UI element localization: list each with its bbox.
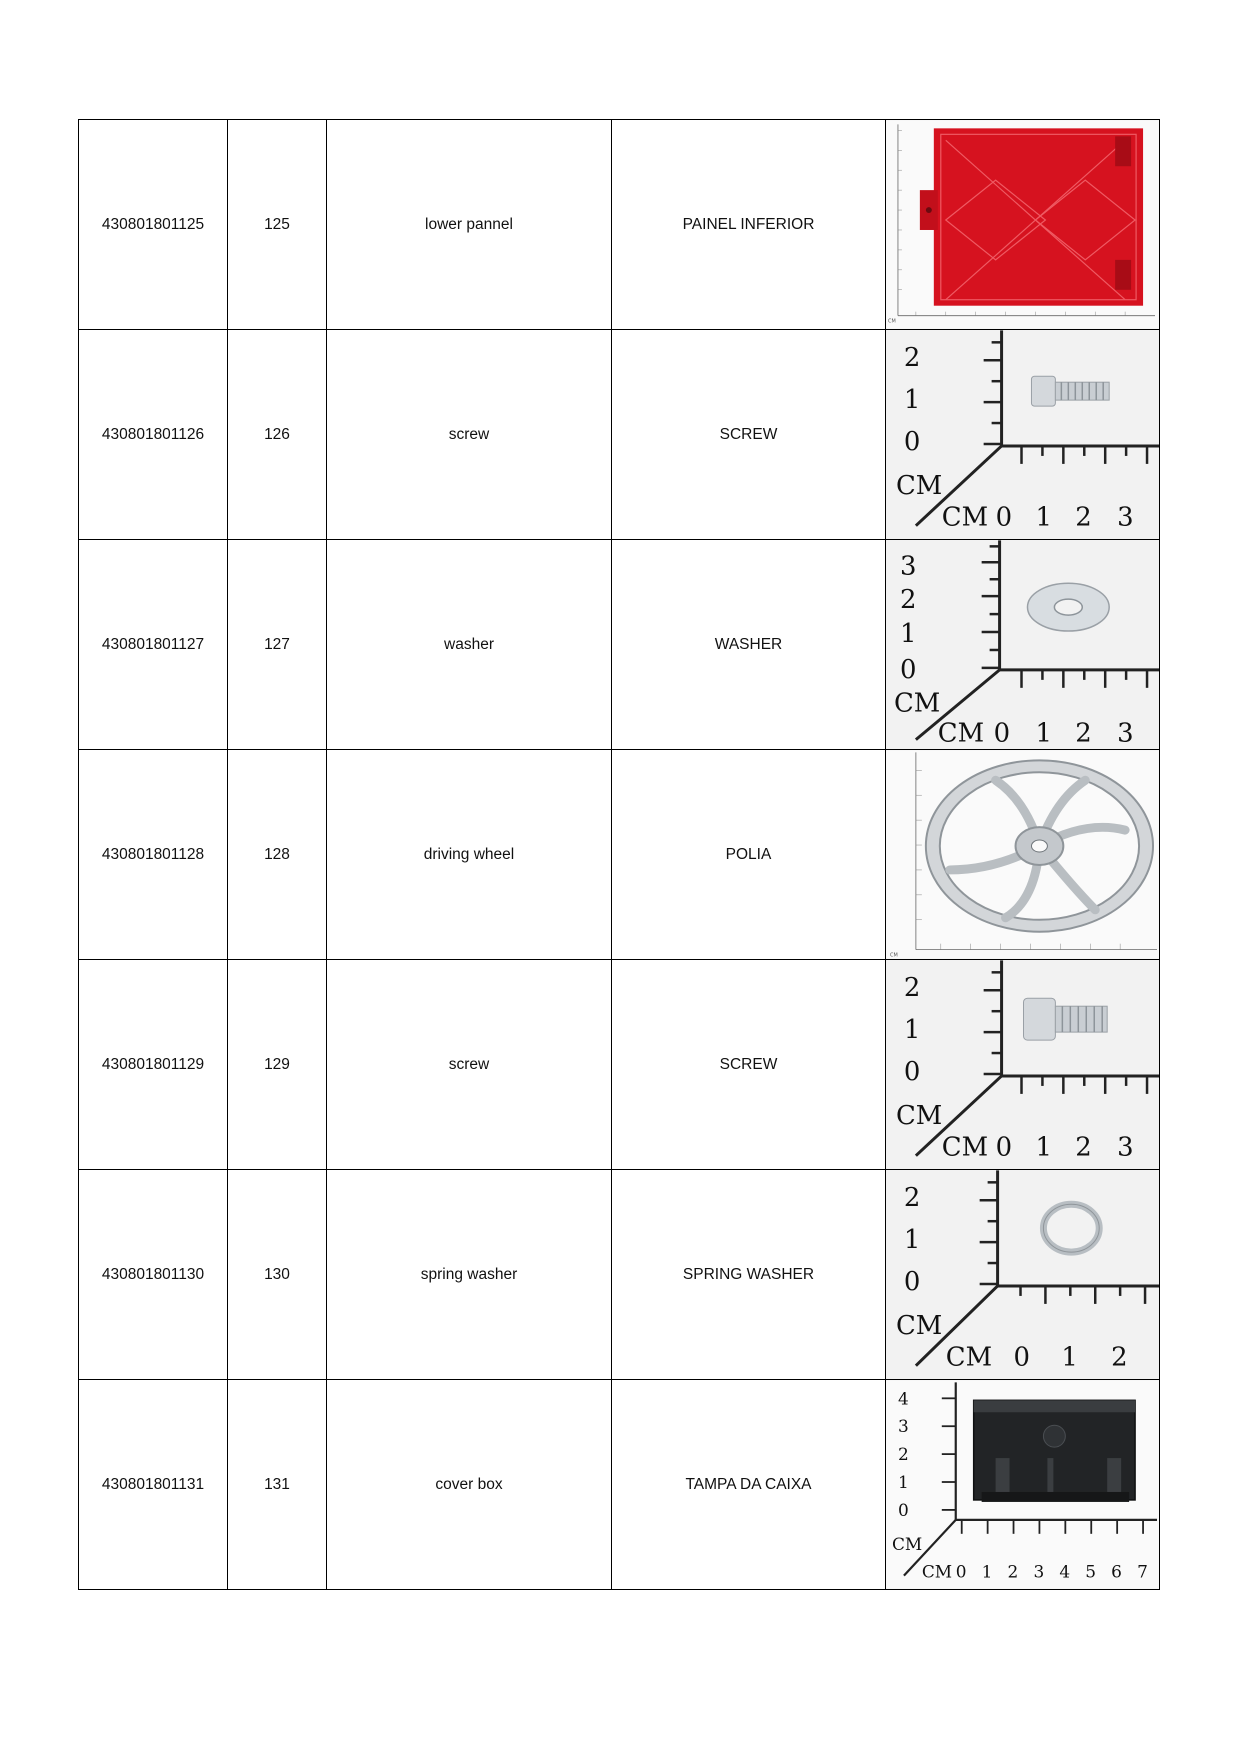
svg-text:0: 0 [899,654,917,685]
svg-text:0: 0 [995,1132,1013,1163]
part-name-pt: WASHER [612,540,886,750]
screw-photo [886,960,1159,1169]
part-code: 430801801127 [79,540,228,750]
svg-text:2: 2 [903,973,921,1004]
part-name-en: spring washer [327,1170,612,1380]
table-row [79,120,1160,330]
svg-text:CM: CM [921,1561,953,1582]
svg-text:CM: CM [887,318,896,325]
part-name-en: screw [327,960,612,1170]
svg-text:3: 3 [1117,718,1134,749]
svg-text:1: 1 [1035,718,1052,749]
svg-text:1: 1 [897,1471,909,1492]
part-name-pt: SCREW [612,960,886,1170]
svg-text:2: 2 [897,1444,909,1465]
svg-text:3: 3 [1033,1561,1045,1582]
svg-text:CM: CM [941,502,989,533]
svg-text:CM: CM [937,718,985,749]
svg-text:0: 0 [993,718,1011,749]
part-name-en: cover box [327,1380,612,1590]
svg-text:CM: CM [893,688,941,719]
svg-text:2: 2 [903,1183,921,1214]
part-name-pt: SPRING WASHER [612,1170,886,1380]
svg-text:3: 3 [899,551,917,582]
part-name-pt: PAINEL INFERIOR [612,120,886,330]
svg-text:1: 1 [903,1225,921,1256]
svg-text:5: 5 [1085,1561,1097,1582]
part-name-en: screw [327,330,612,540]
part-code: 430801801130 [79,1170,228,1380]
svg-text:CM: CM [895,1100,943,1131]
svg-text:1: 1 [981,1561,993,1582]
part-number: 130 [228,1170,327,1380]
svg-text:0: 0 [955,1561,967,1582]
part-name-pt: TAMPA DA CAIXA [612,1380,886,1590]
svg-text:7: 7 [1137,1561,1148,1582]
part-number: 129 [228,960,327,1170]
part-number: 128 [228,750,327,960]
svg-text:2: 2 [1075,718,1092,749]
table-row [79,1380,1160,1590]
svg-text:CM: CM [945,1342,993,1373]
part-photo [886,120,1160,330]
table-row [79,330,1160,540]
parts-table [78,119,1160,1590]
part-name-en: washer [327,540,612,750]
svg-text:CM: CM [941,1132,989,1163]
svg-text:6: 6 [1111,1561,1122,1582]
part-photo [886,330,1160,540]
svg-text:3: 3 [1117,502,1134,533]
svg-text:1: 1 [1035,502,1052,533]
part-number: 125 [228,120,327,330]
part-code: 430801801126 [79,330,228,540]
part-code: 430801801131 [79,1380,228,1590]
svg-text:2: 2 [1111,1342,1128,1373]
part-name-pt: SCREW [612,330,886,540]
washer-photo [886,540,1159,749]
svg-text:2: 2 [899,585,917,616]
black-cover-box-photo [886,1380,1159,1589]
svg-text:CM: CM [895,1310,943,1341]
part-photo [886,540,1160,750]
svg-text:0: 0 [903,426,921,457]
svg-text:1: 1 [1061,1342,1078,1373]
spring-washer-photo [886,1170,1159,1379]
svg-text:CM: CM [889,952,898,959]
screw-photo [886,330,1159,539]
svg-text:0: 0 [1013,1342,1031,1373]
svg-text:1: 1 [1035,1132,1052,1163]
svg-text:1: 1 [903,1015,921,1046]
part-name-en: driving wheel [327,750,612,960]
part-code: 430801801125 [79,120,228,330]
svg-text:1: 1 [903,385,921,416]
part-name-en: lower pannel [327,120,612,330]
part-photo [886,960,1160,1170]
part-photo [886,1380,1160,1590]
table-row [79,540,1160,750]
svg-text:CM: CM [895,470,943,501]
red-panel-photo [886,120,1159,329]
part-photo [886,750,1160,960]
svg-text:0: 0 [897,1499,909,1520]
svg-text:3: 3 [1117,1132,1134,1163]
svg-text:CM: CM [891,1533,923,1554]
svg-text:2: 2 [903,343,921,374]
part-code: 430801801128 [79,750,228,960]
table-row [79,750,1160,960]
part-photo [886,1170,1160,1380]
part-code: 430801801129 [79,960,228,1170]
pulley-wheel-photo [886,750,1159,959]
svg-text:2: 2 [1075,1132,1092,1163]
svg-text:4: 4 [897,1388,909,1409]
svg-text:0: 0 [995,502,1013,533]
part-name-pt: POLIA [612,750,886,960]
part-number: 131 [228,1380,327,1590]
svg-text:4: 4 [1059,1561,1071,1582]
table-row [79,960,1160,1170]
part-number: 127 [228,540,327,750]
table-row [79,1170,1160,1380]
svg-text:2: 2 [1075,502,1092,533]
part-number: 126 [228,330,327,540]
svg-text:0: 0 [903,1056,921,1087]
svg-text:2: 2 [1007,1561,1019,1582]
svg-text:0: 0 [903,1266,921,1297]
svg-text:1: 1 [899,619,917,650]
svg-text:3: 3 [897,1416,909,1437]
